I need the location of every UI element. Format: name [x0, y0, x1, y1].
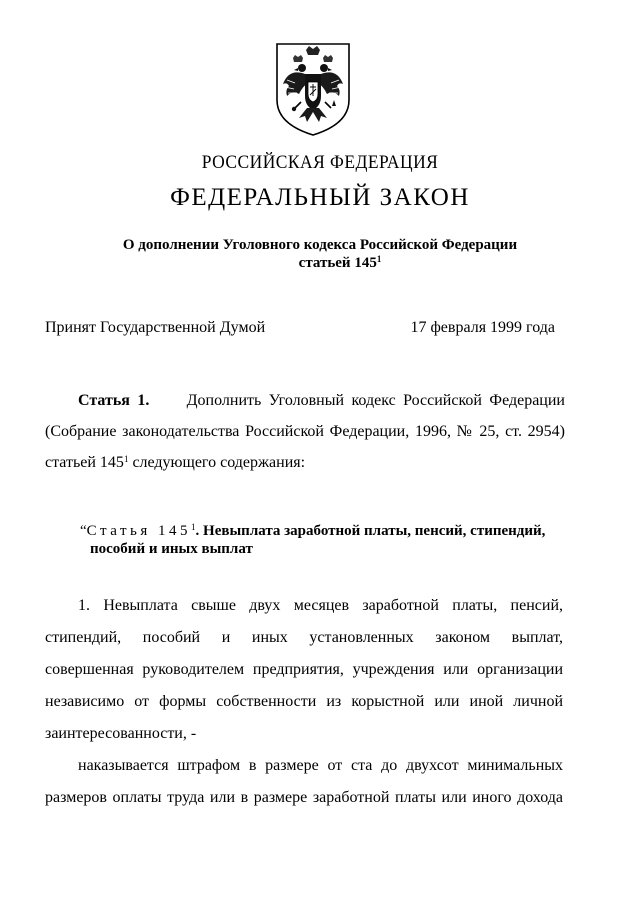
adoption-date: 17 февраля 1999 года	[410, 319, 555, 336]
superscript: 1	[191, 522, 196, 532]
body-line: заинтересованности, -	[45, 725, 197, 742]
article-1-line-3-post: следующего содержания:	[128, 454, 306, 471]
law-title-line-2	[0, 254, 640, 272]
article-145-1-title-line-2: пособий и иных выплат	[90, 541, 253, 557]
article-145-1-title-line-1: . Невыплата заработной платы, пенсий, стипендий,	[195, 523, 546, 539]
law-title	[0, 236, 640, 272]
article-1	[45, 385, 565, 478]
superscript: 1	[123, 454, 129, 464]
law-title-line-1: О дополнении Уголовного кодекса Российской Федерации	[122, 237, 518, 253]
article-1-label: Статья 1.	[78, 392, 150, 409]
body-line: размеров оплаты труда или в размере заработной платы или иного дохода	[45, 789, 563, 806]
body-line: 1. Невыплата свыше двух месяцев заработной платы, пенсий,	[78, 597, 563, 614]
article-145-1-label: Статья 145	[86, 523, 192, 539]
body-line: наказывается штрафом в размере от ста до двухсот минимальных	[78, 757, 563, 774]
article-1-line-3-pre: статьей 145	[45, 454, 124, 471]
country-heading: РОССИЙСКАЯ ФЕДЕРАЦИЯ	[201, 152, 439, 173]
body-line: совершенная руководителем предприятия, учреждения или организации	[45, 661, 563, 678]
article-1-text-1: Дополнить Уголовный кодекс Российской Федерации	[186, 392, 565, 409]
body-line: независимо от формы собственности из корыстной или иной личной	[45, 693, 563, 710]
article-1-line-1	[45, 385, 565, 416]
adoption-line	[45, 319, 555, 337]
law-title-line-2-text: статьей 145	[298, 255, 377, 271]
article-145-1-body	[45, 590, 563, 814]
article-1-line-3	[45, 447, 565, 478]
open-quote: “	[80, 523, 87, 539]
superscript: 1	[376, 254, 382, 264]
coat-of-arms-icon	[273, 40, 353, 138]
body-line: стипендий, пособий и иных установленных законом выплат,	[45, 629, 563, 646]
article-1-line-2: (Собрание законодательства Российской Федерации, 1996, № 25, ст. 2954)	[45, 423, 565, 440]
article-145-1-heading	[80, 522, 560, 558]
adopted-by: Принят Государственной Думой	[45, 319, 266, 336]
law-type-heading: ФЕДЕРАЛЬНЫЙ ЗАКОН	[170, 184, 470, 211]
